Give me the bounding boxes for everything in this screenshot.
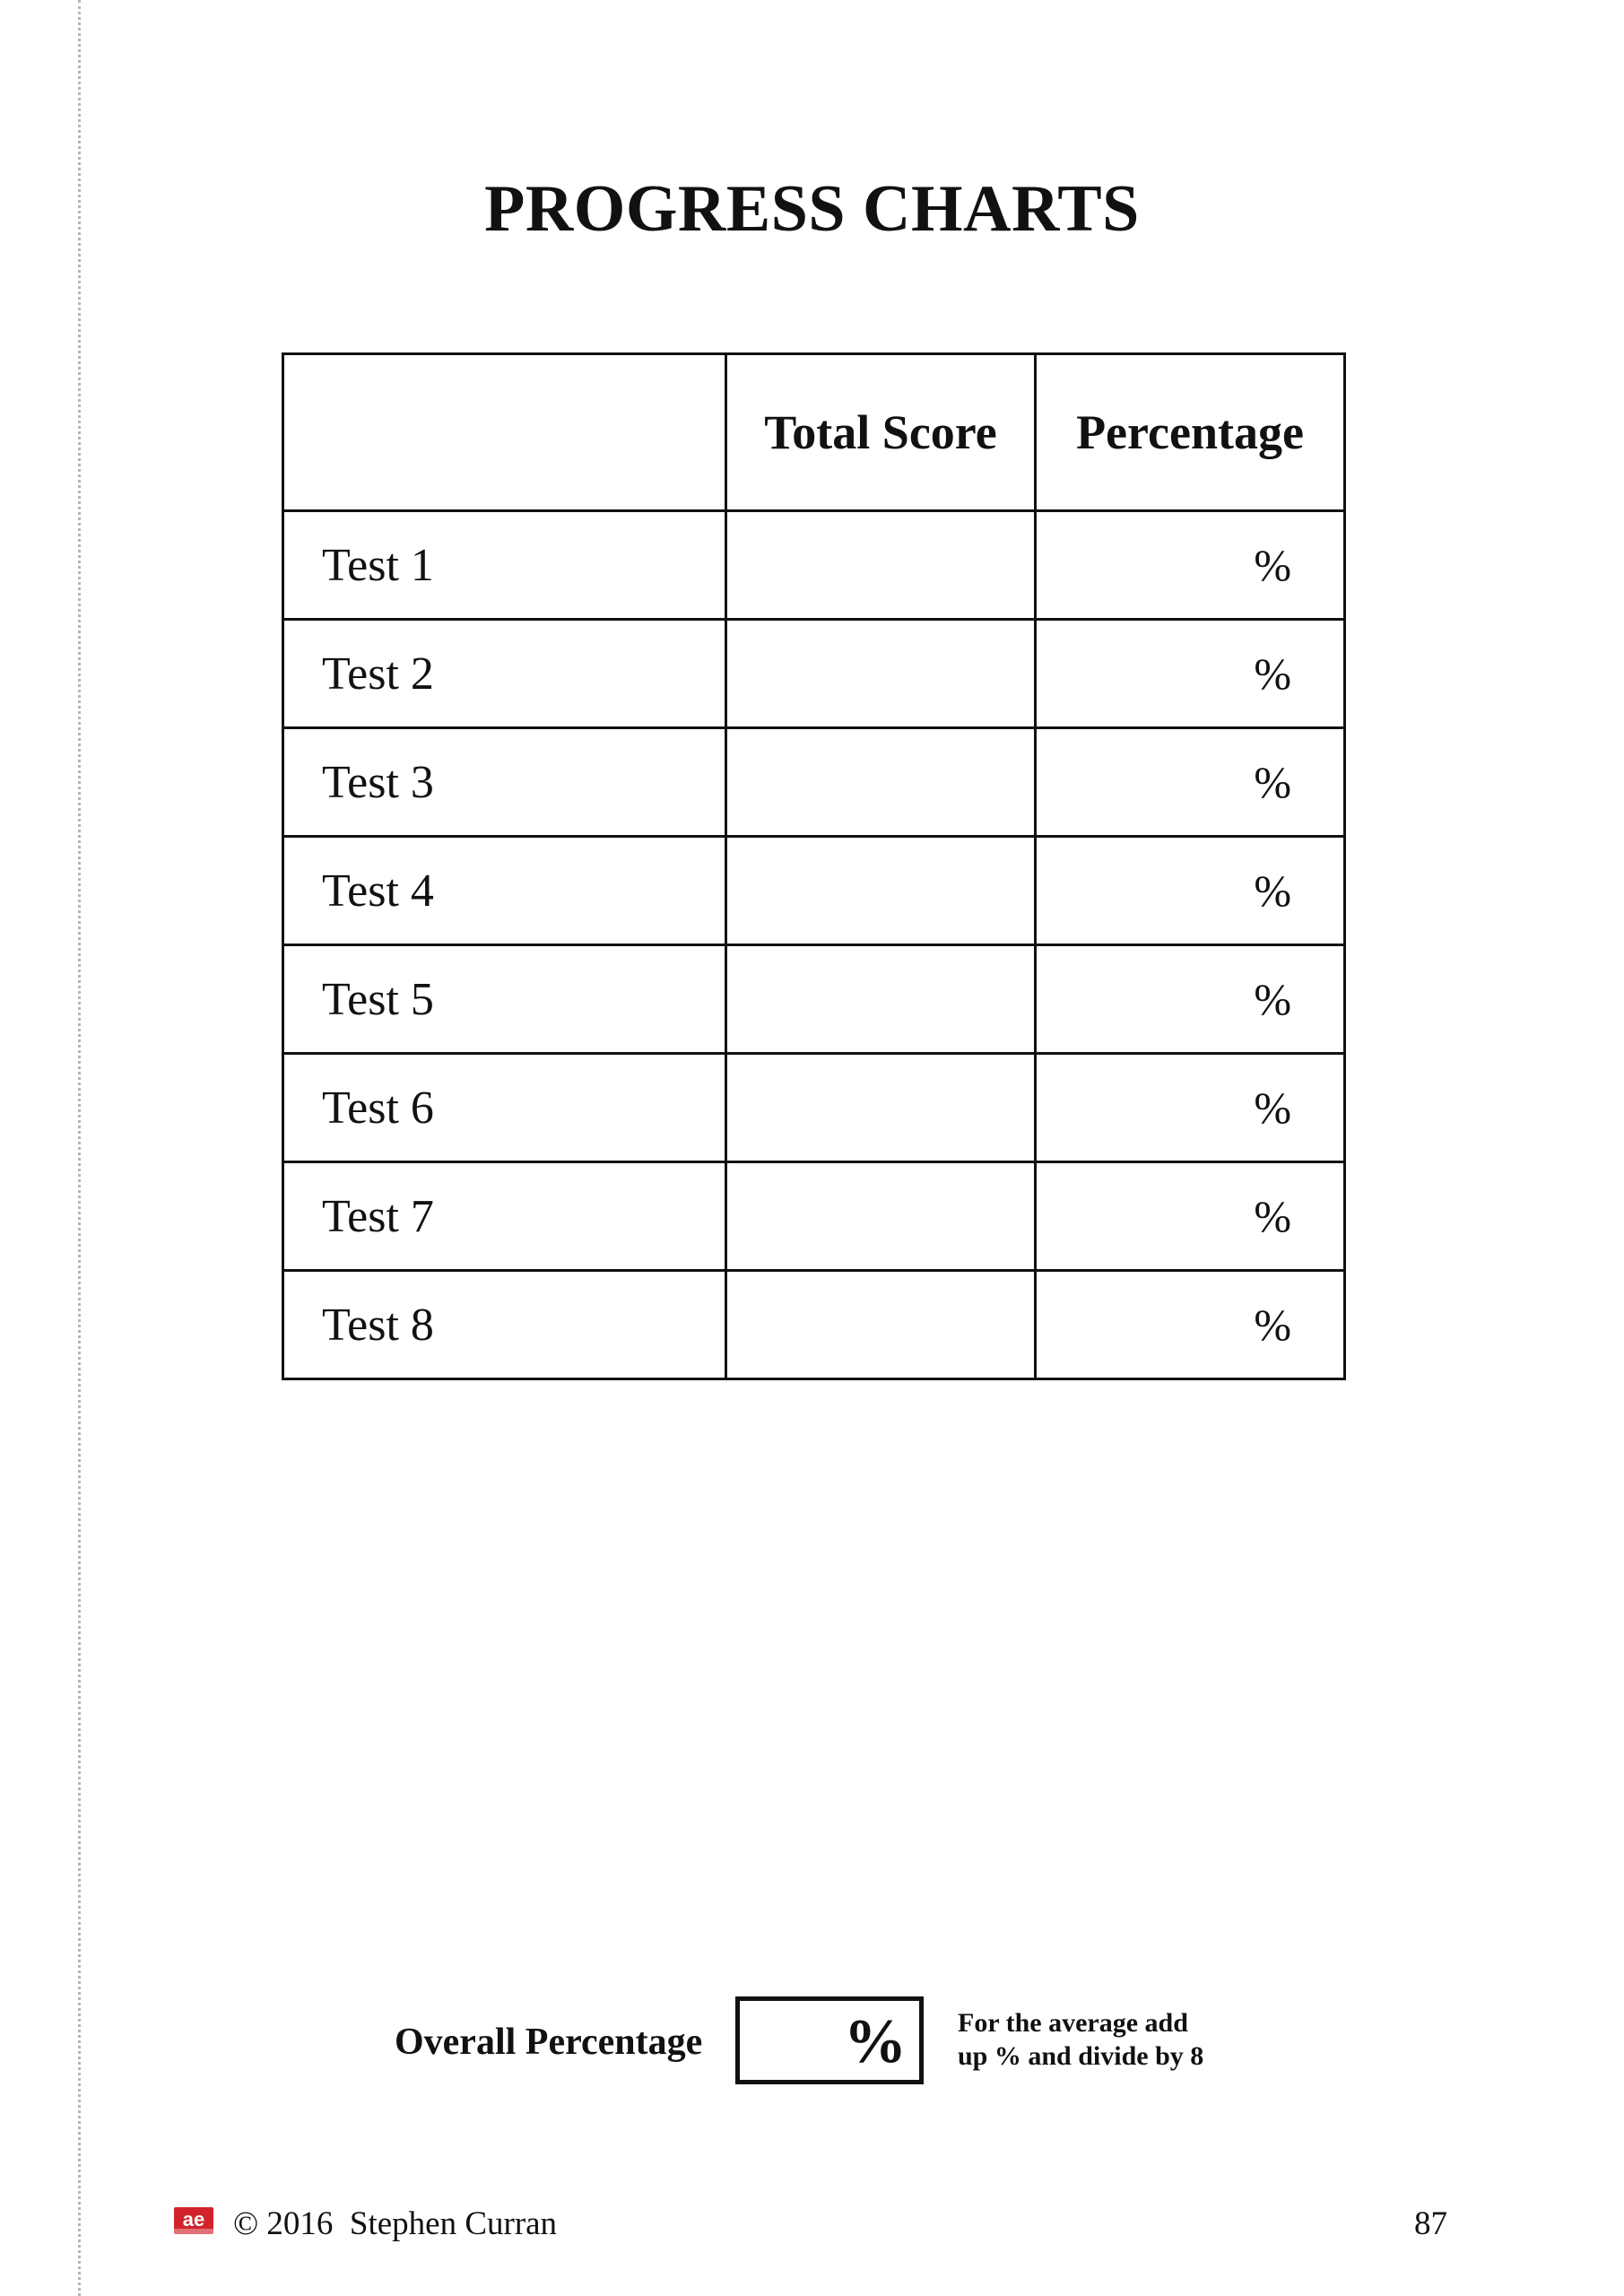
test-label: Test 2	[283, 620, 726, 728]
percentage-cell[interactable]: %	[1036, 511, 1345, 620]
percentage-cell[interactable]: %	[1036, 728, 1345, 837]
average-note-line-2: up % and divide by 8	[958, 2040, 1204, 2071]
table-row	[283, 620, 1345, 728]
test-label: Test 3	[283, 728, 726, 837]
total-score-cell[interactable]	[726, 945, 1036, 1054]
header-total-score: Total Score	[726, 354, 1036, 511]
total-score-cell[interactable]	[726, 511, 1036, 620]
total-score-cell[interactable]	[726, 1271, 1036, 1379]
percentage-cell[interactable]: %	[1036, 620, 1345, 728]
total-score-cell[interactable]	[726, 1054, 1036, 1162]
overall-percent-symbol: %	[844, 2007, 907, 2076]
overall-percentage-box[interactable]	[735, 1996, 924, 2084]
table-row	[283, 1054, 1345, 1162]
table-row	[283, 728, 1345, 837]
ae-logo-icon	[174, 2207, 213, 2234]
percentage-cell[interactable]: %	[1036, 837, 1345, 945]
table-row	[283, 837, 1345, 945]
overall-percentage-label: Overall Percentage	[395, 2022, 703, 2063]
copyright-text: © 2016 Stephen Curran	[233, 2205, 558, 2242]
header-percentage: Percentage	[1036, 354, 1345, 511]
header-blank	[283, 354, 726, 511]
test-label: Test 4	[283, 837, 726, 945]
total-score-cell[interactable]	[726, 620, 1036, 728]
test-label: Test 6	[283, 1054, 726, 1162]
percentage-cell[interactable]: %	[1036, 945, 1345, 1054]
test-label: Test 1	[283, 511, 726, 620]
table-row	[283, 1271, 1345, 1379]
table-row	[283, 945, 1345, 1054]
page-title: PROGRESS CHARTS	[484, 172, 1140, 246]
test-label: Test 8	[283, 1271, 726, 1379]
test-label: Test 5	[283, 945, 726, 1054]
total-score-cell[interactable]	[726, 728, 1036, 837]
percentage-cell[interactable]: %	[1036, 1271, 1345, 1379]
progress-table	[282, 352, 1346, 1380]
table-row	[283, 511, 1345, 620]
page-footer	[174, 2206, 1447, 2246]
total-score-cell[interactable]	[726, 837, 1036, 945]
table-row	[283, 1162, 1345, 1271]
total-score-cell[interactable]	[726, 1162, 1036, 1271]
table-header-row	[283, 354, 1345, 511]
binding-margin-line	[78, 0, 81, 2296]
test-label: Test 7	[283, 1162, 726, 1271]
percentage-cell[interactable]: %	[1036, 1054, 1345, 1162]
logo-text: ae	[182, 2208, 205, 2231]
average-note-line-1: For the average add	[958, 2008, 1188, 2038]
percentage-cell[interactable]: %	[1036, 1162, 1345, 1271]
average-instruction-note	[958, 2007, 1203, 2073]
page-number: 87	[1414, 2205, 1447, 2242]
